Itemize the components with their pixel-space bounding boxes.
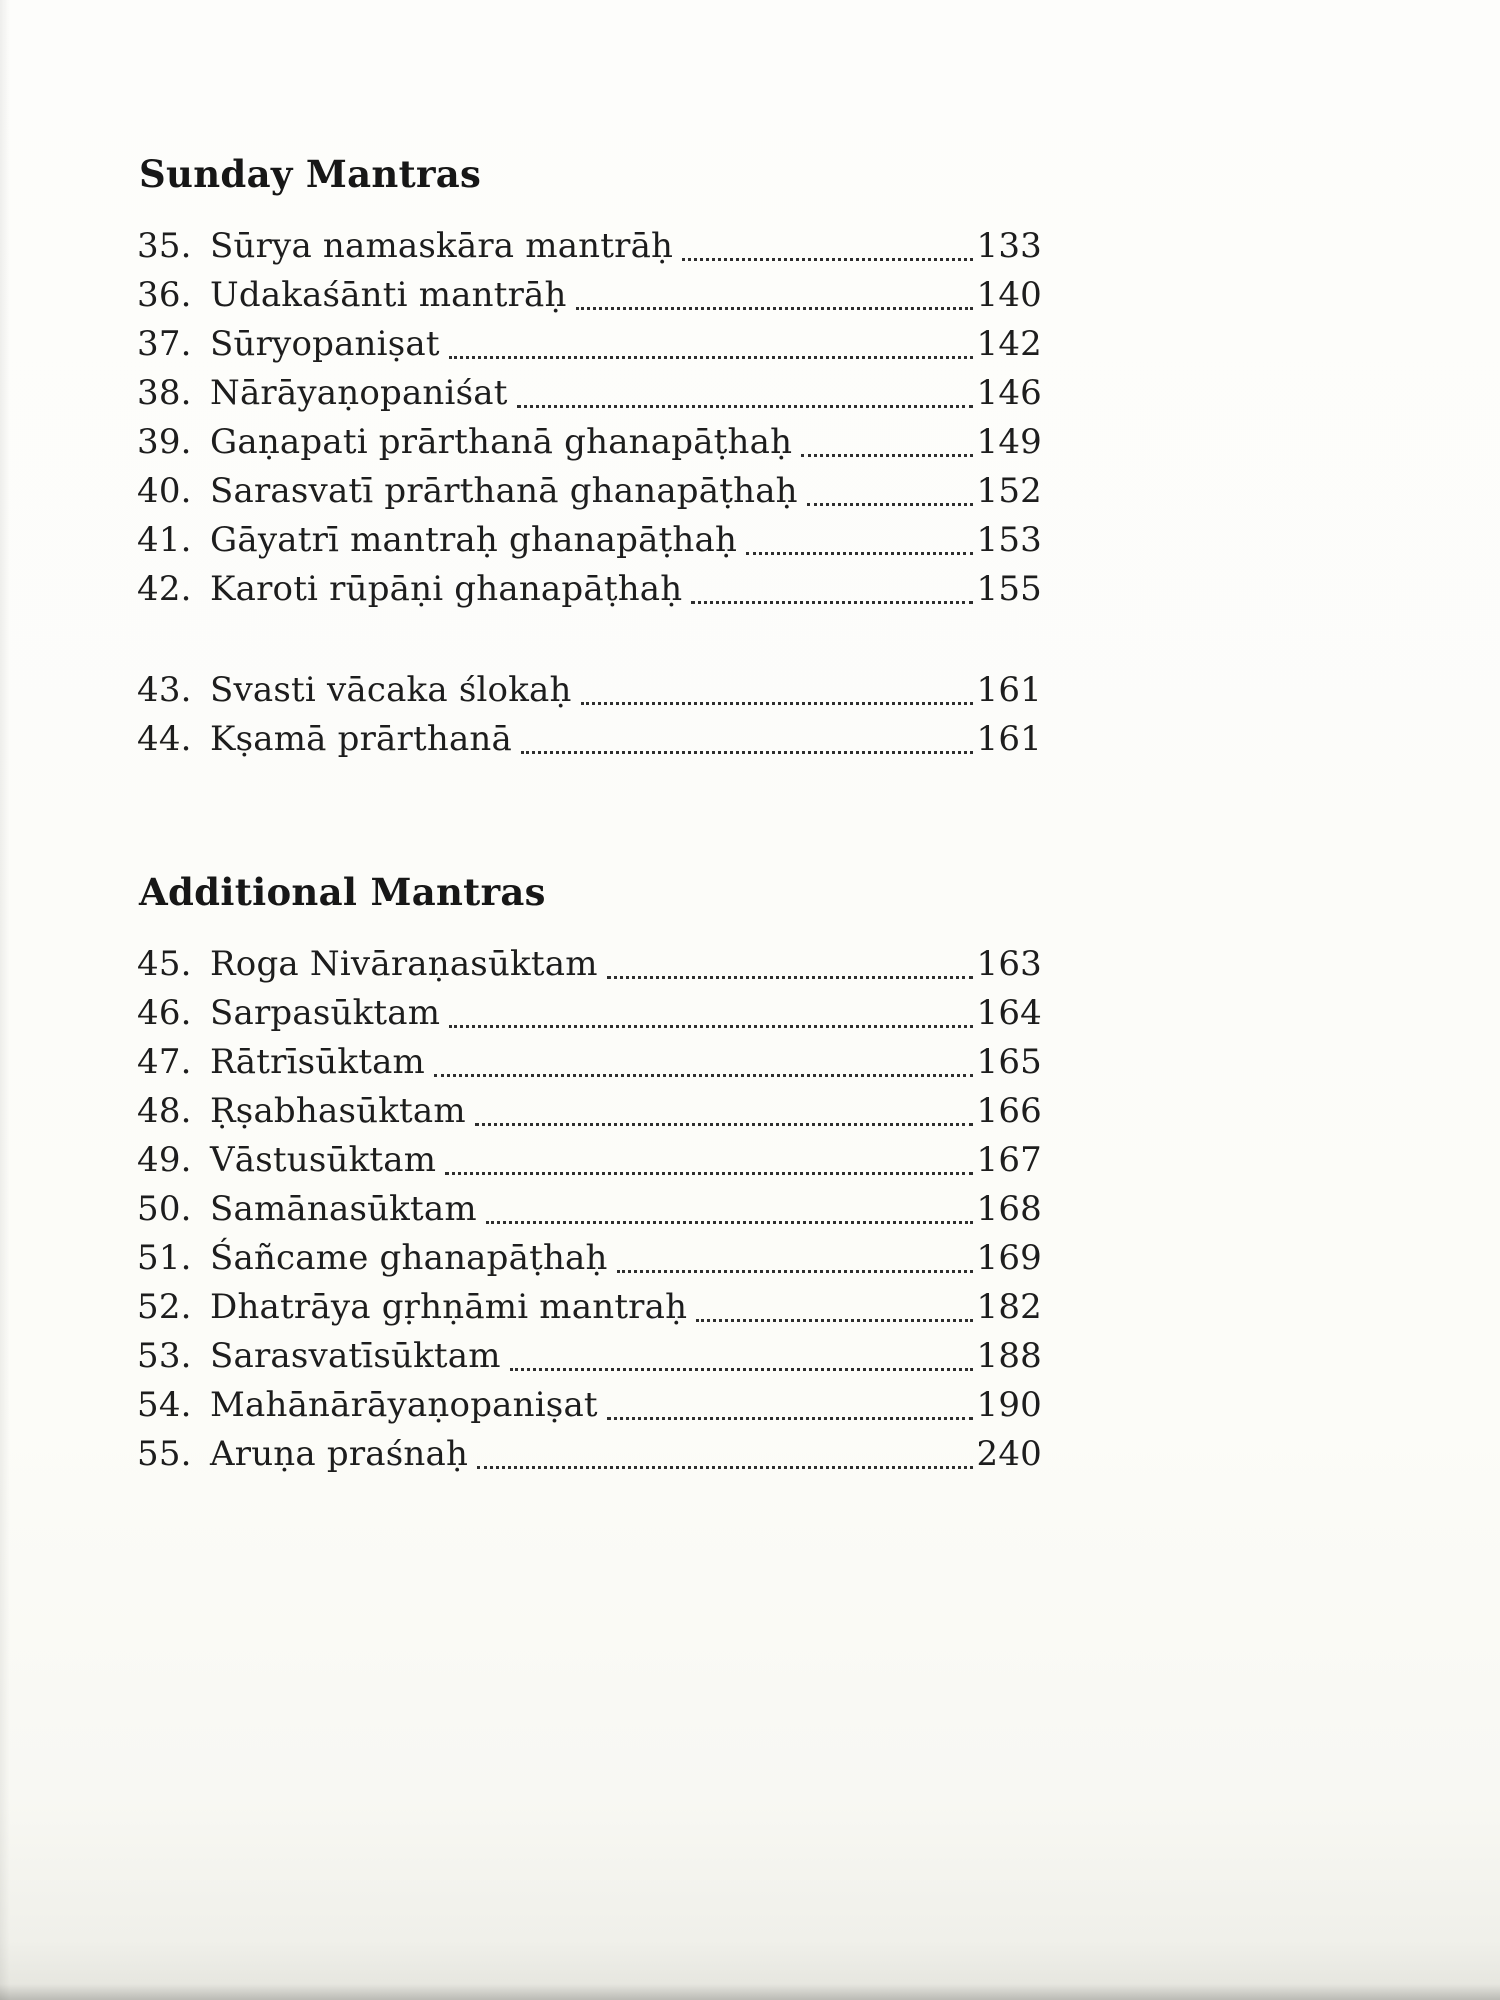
entry-title: Śañcame ghanapāṭhaḥ — [210, 1238, 608, 1278]
toc-entry — [137, 1381, 1042, 1430]
leader-dots — [691, 601, 972, 604]
toc-entry — [137, 1087, 1042, 1136]
toc-entry — [137, 1332, 1042, 1381]
toc-group — [137, 222, 1042, 614]
toc-entry — [137, 369, 1042, 418]
toc-entry — [137, 666, 1042, 715]
leader-dots — [607, 976, 973, 979]
entry-number: 41. — [137, 520, 192, 560]
page-edge-shadow-bottom — [0, 1984, 1500, 2000]
page-edge-shadow-left — [0, 0, 10, 2000]
toc-entry — [137, 1136, 1042, 1185]
leader-dots — [746, 552, 972, 555]
leader-dots — [807, 503, 973, 506]
entry-title: Rātrīsūktam — [210, 1042, 425, 1082]
leader-dots — [475, 1123, 973, 1126]
entry-number: 45. — [137, 944, 192, 984]
toc-entry — [137, 271, 1042, 320]
entry-page: 190 — [976, 1385, 1042, 1425]
entry-title: Sarasvatī prārthanā ghanapāṭhaḥ — [210, 471, 798, 511]
toc-entry — [137, 516, 1042, 565]
entry-page: 166 — [976, 1091, 1042, 1131]
toc-section — [137, 152, 1042, 764]
entry-page: 240 — [976, 1434, 1042, 1474]
leader-dots — [517, 405, 973, 408]
entry-title: Nārāyaṇopaniśat — [210, 373, 508, 413]
entry-page: 165 — [976, 1042, 1042, 1082]
entry-number: 40. — [137, 471, 192, 511]
toc-root — [137, 152, 1042, 1479]
toc-entry — [137, 1234, 1042, 1283]
entry-number: 55. — [137, 1434, 192, 1474]
entry-page: 169 — [976, 1238, 1042, 1278]
entry-number: 46. — [137, 993, 192, 1033]
entry-page: 164 — [976, 993, 1042, 1033]
toc-entry — [137, 565, 1042, 614]
entry-number: 35. — [137, 226, 192, 266]
entry-number: 53. — [137, 1336, 192, 1376]
entry-title: Mahānārāyaṇopaniṣat — [210, 1385, 598, 1425]
leader-dots — [510, 1368, 973, 1371]
leader-dots — [682, 258, 972, 261]
toc-entry — [137, 989, 1042, 1038]
leader-dots — [445, 1172, 972, 1175]
leader-dots — [521, 751, 973, 754]
entry-page: 161 — [976, 670, 1042, 710]
entry-title: Gāyatrī mantraḥ ghanapāṭhaḥ — [210, 520, 738, 560]
toc-entry — [137, 222, 1042, 271]
entry-title: Dhatrāya gṛhṇāmi mantraḥ — [210, 1287, 688, 1327]
toc-entry — [137, 1283, 1042, 1332]
entry-number: 38. — [137, 373, 192, 413]
entry-title: Ṛṣabhasūktam — [210, 1091, 466, 1131]
entry-title: Roga Nivāraṇasūktam — [210, 944, 598, 984]
section-groups — [137, 940, 1042, 1479]
leader-dots — [434, 1074, 973, 1077]
entry-number: 49. — [137, 1140, 192, 1180]
entry-number: 52. — [137, 1287, 192, 1327]
entry-page: 146 — [976, 373, 1042, 413]
entry-number: 43. — [137, 670, 192, 710]
leader-dots — [477, 1466, 972, 1469]
entry-page: 142 — [976, 324, 1042, 364]
leader-dots — [801, 454, 972, 457]
toc-entry — [137, 940, 1042, 989]
entry-title: Vāstusūktam — [210, 1140, 437, 1180]
entry-number: 39. — [137, 422, 192, 462]
toc-entry — [137, 320, 1042, 369]
entry-title: Sarasvatīsūktam — [210, 1336, 501, 1376]
toc-section — [137, 870, 1042, 1479]
entry-number: 36. — [137, 275, 192, 315]
toc-entry — [137, 715, 1042, 764]
leader-dots — [696, 1319, 972, 1322]
toc-group — [137, 940, 1042, 1479]
entry-title: Sarpasūktam — [210, 993, 441, 1033]
entry-title: Sūrya namaskāra mantrāḥ — [210, 226, 674, 266]
section-heading: Sunday Mantras — [139, 152, 482, 196]
toc-entry — [137, 1430, 1042, 1479]
entry-page: 182 — [976, 1287, 1042, 1327]
entry-page: 188 — [976, 1336, 1042, 1376]
entry-title: Samānasūktam — [210, 1189, 477, 1229]
entry-number: 51. — [137, 1238, 192, 1278]
entry-page: 133 — [976, 226, 1042, 266]
entry-number: 47. — [137, 1042, 192, 1082]
entry-page: 161 — [976, 719, 1042, 759]
entry-page: 168 — [976, 1189, 1042, 1229]
entry-title: Udakaśānti mantrāḥ — [210, 275, 567, 315]
entry-title: Aruṇa praśnaḥ — [210, 1434, 469, 1474]
section-heading: Additional Mantras — [139, 870, 546, 914]
toc-group — [137, 666, 1042, 764]
toc-entry — [137, 418, 1042, 467]
entry-title: Sūryopaniṣat — [210, 324, 440, 364]
entry-title: Karoti rūpāṇi ghanapāṭhaḥ — [210, 569, 683, 609]
entry-number: 44. — [137, 719, 192, 759]
entry-number: 48. — [137, 1091, 192, 1131]
entry-page: 149 — [976, 422, 1042, 462]
entry-page: 163 — [976, 944, 1042, 984]
entry-page: 155 — [976, 569, 1042, 609]
entry-number: 37. — [137, 324, 192, 364]
entry-title: Gaṇapati prārthanā ghanapāṭhaḥ — [210, 422, 793, 462]
entry-number: 50. — [137, 1189, 192, 1229]
toc-entry — [137, 1038, 1042, 1087]
toc-entry — [137, 1185, 1042, 1234]
entry-number: 42. — [137, 569, 192, 609]
toc-entry — [137, 467, 1042, 516]
leader-dots — [576, 307, 973, 310]
section-groups — [137, 222, 1042, 764]
entry-page: 153 — [976, 520, 1042, 560]
entry-page: 167 — [976, 1140, 1042, 1180]
leader-dots — [617, 1270, 973, 1273]
entry-title: Svasti vācaka ślokaḥ — [210, 670, 572, 710]
leader-dots — [607, 1417, 973, 1420]
leader-dots — [449, 356, 973, 359]
leader-dots — [581, 702, 973, 705]
leader-dots — [486, 1221, 973, 1224]
leader-dots — [449, 1025, 972, 1028]
entry-title: Kṣamā prārthanā — [210, 719, 512, 759]
entry-page: 152 — [976, 471, 1042, 511]
entry-number: 54. — [137, 1385, 192, 1425]
entry-page: 140 — [976, 275, 1042, 315]
